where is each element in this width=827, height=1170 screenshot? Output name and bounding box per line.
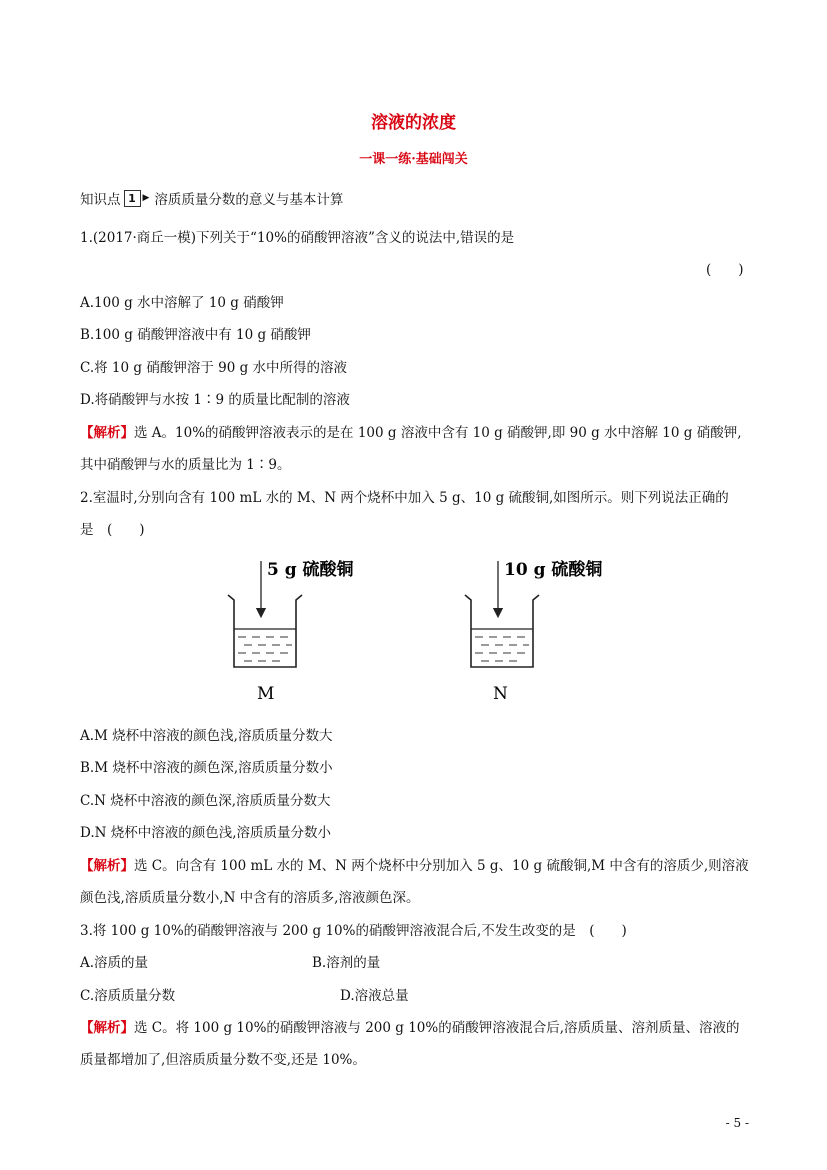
analysis-tag: 【解析】 [80,1020,134,1036]
beaker-figure [200,555,620,705]
q2-stem-cont: 是 ( ) [80,522,145,538]
left-reagent-label: 5 g 硫酸铜 [267,560,354,580]
page-number: - 5 - [725,1116,749,1130]
q3-option-d: D.溶液总量 [340,988,409,1004]
page-title: 溶液的浓度 [371,113,456,133]
q1-stem: 1.(2017·商丘一模)下列关于“10%的硝酸钾溶液”含义的说法中,错误的是 [80,230,515,246]
analysis-tag: 【解析】 [80,858,134,874]
knowledge-point-topic: 溶质质量分数的意义与基本计算 [154,192,344,208]
q1-option-d: D.将硝酸钾与水按 1∶9 的质量比配制的溶液 [80,392,350,408]
q2-option-c: C.N 烧杯中溶液的颜色深,溶质质量分数大 [80,793,331,809]
beaker-n-label: N [493,684,508,704]
knowledge-point-heading [80,188,343,208]
beaker-m-label: M [257,684,275,704]
q2-option-b: B.M 烧杯中溶液的颜色深,溶质质量分数小 [80,760,333,776]
q1-option-b: B.100 g 硝酸钾溶液中有 10 g 硝酸钾 [80,327,311,343]
q3-stem: 3.将 100 g 10%的硝酸钾溶液与 200 g 10%的硝酸钾溶液混合后,不发生改变的是 ( ) [80,923,627,939]
q3-option-a: A.溶质的量 [80,955,149,971]
q3-analysis [80,1016,740,1036]
triangle-icon: ▶ [142,193,150,203]
q2-analysis-cont: 颜色浅,溶质质量分数小,N 中含有的溶质多,溶液颜色深。 [80,890,420,906]
q1-option-a: A.100 g 水中溶解了 10 g 硝酸钾 [80,295,284,311]
q3-option-c: C.溶质质量分数 [80,988,176,1004]
q3-option-b: B.溶剂的量 [312,955,381,971]
q2-stem: 2.室温时,分别向含有 100 mL 水的 M、N 两个烧杯中加入 5 g、10 g 硫酸铜,如图所示。则下列说法正确的 [80,490,729,506]
knowledge-point-number: 1 [124,190,141,207]
knowledge-point-label: 知识点 [80,192,121,208]
q1-analysis [80,421,742,441]
q2-analysis [80,854,749,874]
analysis-tag: 【解析】 [80,425,134,441]
right-reagent-label: 10 g 硫酸铜 [504,560,603,580]
q2-option-d: D.N 烧杯中溶液的颜色浅,溶质质量分数小 [80,825,332,841]
q2-option-a: A.M 烧杯中溶液的颜色浅,溶质质量分数大 [80,728,333,744]
q1-analysis-text: 选 A。10%的硝酸钾溶液表示的是在 100 g 溶液中含有 10 g 硝酸钾,即 90 g 水中溶解 10 g 硝酸钾, [134,425,742,441]
q2-analysis-text: 选 C。向含有 100 mL 水的 M、N 两个烧杯中分别加入 5 g、10 g 硫酸铜,M 中含有的溶质少,则溶液 [134,858,749,874]
q1-analysis-cont: 其中硝酸钾与水的质量比为 1∶9。 [80,457,291,473]
page-subtitle: 一课一练·基础闯关 [359,152,468,167]
q1-option-c: C.将 10 g 硝酸钾溶于 90 g 水中所得的溶液 [80,360,348,376]
q3-analysis-cont: 质量都增加了,但溶质质量分数不变,还是 10%。 [80,1052,366,1068]
q1-answer-bracket: ( ) [706,262,744,278]
q3-analysis-text: 选 C。将 100 g 10%的硝酸钾溶液与 200 g 10%的硝酸钾溶液混合后,溶质质量、溶剂质量、溶液的 [134,1020,740,1036]
